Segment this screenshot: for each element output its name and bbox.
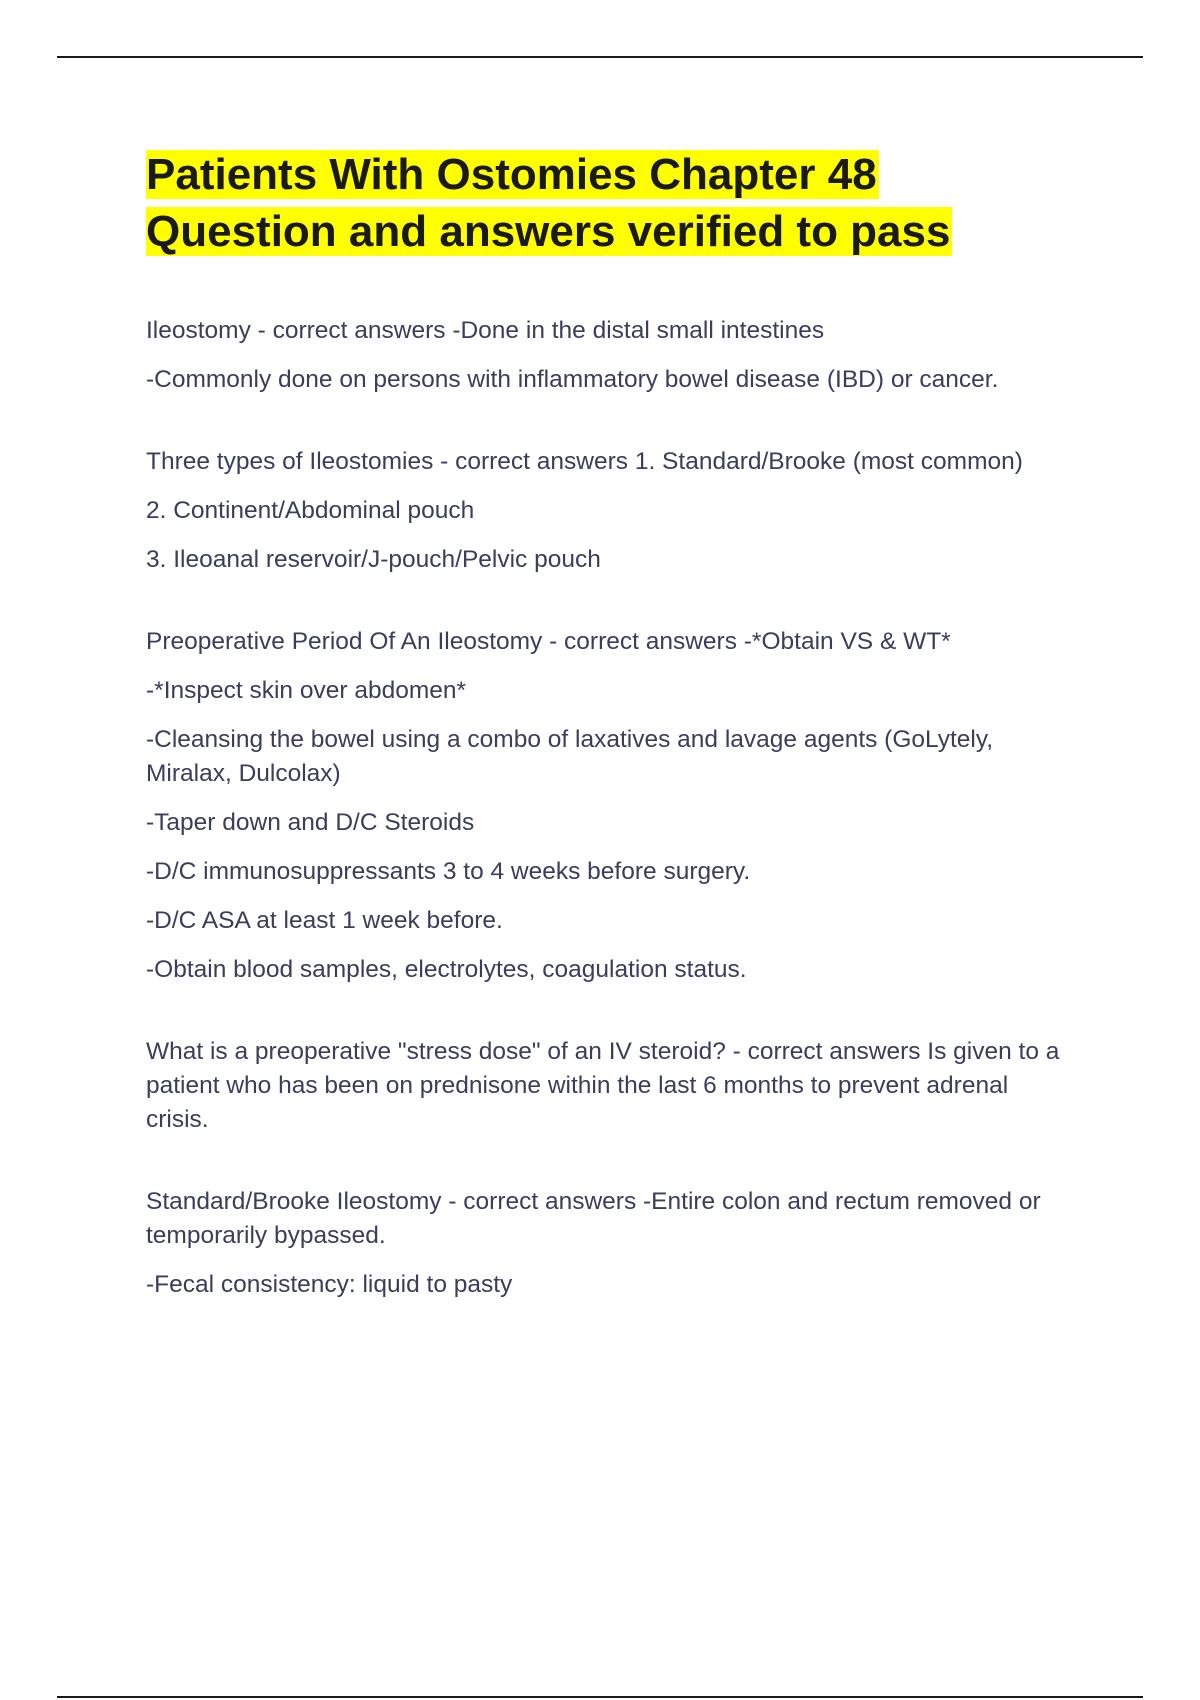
qa-entry-ileostomy-types	[146, 445, 1066, 577]
document-body	[146, 146, 1066, 1350]
qa-line: -D/C immunosuppressants 3 to 4 weeks before surgery.	[146, 858, 751, 885]
qa-entry-stress-dose	[146, 1035, 1066, 1137]
qa-line: -Taper down and D/C Steroids	[146, 809, 475, 836]
footer-rule	[57, 1696, 1143, 1698]
qa-line: Preoperative Period Of An Ileostomy - correct answers -*Obtain VS & WT*	[146, 628, 951, 655]
qa-line: -*Inspect skin over abdomen*	[146, 677, 467, 704]
qa-line: -Cleansing the bowel using a combo of laxatives and lavage agents (GoLytely, Miralax, Dulcolax)	[146, 726, 994, 787]
qa-line: -Fecal consistency: liquid to pasty	[146, 1271, 513, 1298]
title-line-2: Question and answers verified to pass	[146, 207, 951, 256]
qa-line: Standard/Brooke Ileostomy - correct answers -Entire colon and rectum removed or temporarily bypassed.	[146, 1188, 1041, 1249]
qa-line: Ileostomy - correct answers -Done in the distal small intestines	[146, 317, 825, 344]
qa-line: Three types of Ileostomies - correct answers 1. Standard/Brooke (most common)	[146, 448, 1023, 475]
qa-line: What is a preoperative "stress dose" of an IV steroid? - correct answers Is given to a patient who has been on prednisone within the last 6 months to prevent adrenal crisis.	[146, 1038, 1060, 1133]
qa-line: 3. Ileoanal reservoir/J-pouch/Pelvic pouch	[146, 546, 601, 573]
qa-entry-standard-brooke	[146, 1185, 1066, 1302]
qa-line: -Commonly done on persons with inflammatory bowel disease (IBD) or cancer.	[146, 366, 999, 393]
qa-line: -D/C ASA at least 1 week before.	[146, 907, 503, 934]
qa-line: -Obtain blood samples, electrolytes, coagulation status.	[146, 956, 747, 983]
qa-line: 2. Continent/Abdominal pouch	[146, 497, 475, 524]
title-line-1: Patients With Ostomies Chapter 48	[146, 150, 877, 199]
qa-entry-ileostomy	[146, 314, 1066, 397]
qa-entry-preoperative-period	[146, 625, 1066, 987]
header-rule	[57, 56, 1143, 58]
document-title	[146, 146, 1066, 260]
